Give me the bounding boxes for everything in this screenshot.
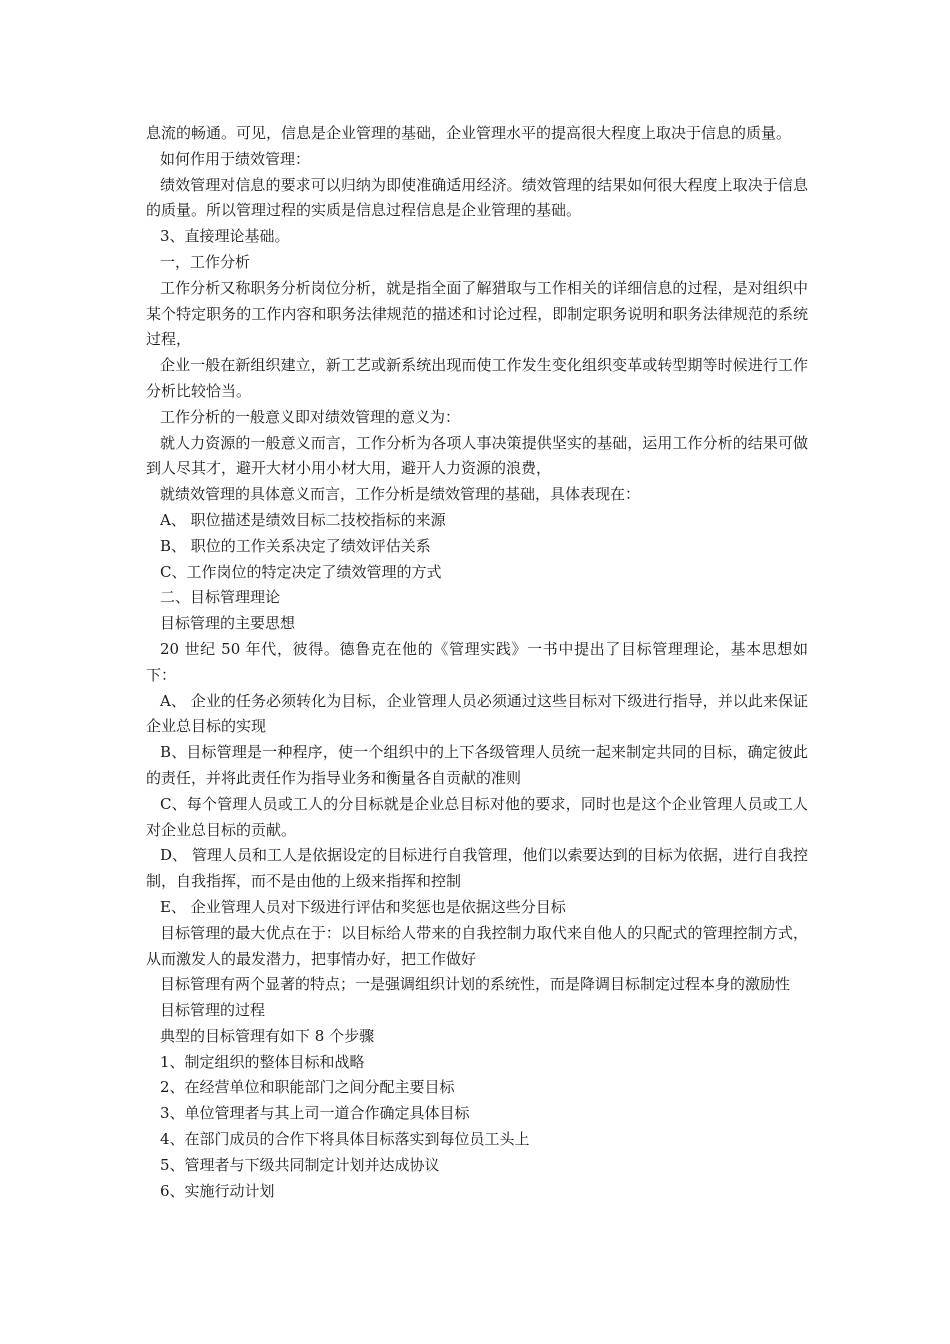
subsection-heading: 一，工作分析	[160, 252, 251, 271]
list-item: D、 管理人员和工人是依据设定的目标进行自我管理，他们以索要达到的目标为依据，进行自我控制，自我指挥，而不是由他的上级来指挥和控制	[146, 846, 808, 891]
list-item: C、工作岗位的特定决定了绩效管理的方式	[160, 562, 442, 581]
paragraph: 工作分析的一般意义即对绩效管理的意义为：	[160, 407, 461, 426]
paragraph: 目标管理的主要思想	[160, 614, 296, 633]
section-heading: 3、直接理论基础。	[160, 227, 290, 246]
paragraph: 目标管理的过程	[160, 1001, 266, 1020]
list-item: E、 企业管理人员对下级进行评估和奖惩也是依据这些分目标	[160, 897, 566, 916]
paragraph-continuation: 息流的畅通。可见，信息是企业管理的基础，企业管理水平的提高很大程度上取决于信息的质量。	[146, 124, 792, 142]
paragraph: 就人力资源的一般意义而言，工作分析为各项人事决策提供坚实的基础，运用工作分析的结果可做到人尽其才，避开大材小用小材大用，避开人力资源的浪费，	[146, 433, 808, 478]
paragraph: 绩效管理对信息的要求可以归纳为即使准确适用经济。绩效管理的结果如何很大程度上取决于信息的质量。所以管理过程的实质是信息过程信息是企业管理的基础。	[146, 175, 808, 220]
list-item: 1、制定组织的整体目标和战略	[160, 1052, 365, 1071]
paragraph: 就绩效管理的具体意义而言，工作分析是绩效管理的基础，具体表现在：	[160, 485, 641, 504]
list-item: C、每个管理人员或工人的分目标就是企业总目标对他的要求，同时也是这个企业管理人员或工人对企业总目标的贡献。	[146, 794, 808, 839]
subsection-heading: 二、目标管理理论	[160, 588, 281, 607]
list-item: 5、管理者与下级共同制定计划并达成协议	[160, 1155, 440, 1174]
list-item: 3、单位管理者与其上司一道合作确定具体目标	[160, 1104, 470, 1123]
list-item: A、 职位描述是绩效目标二技校指标的来源	[160, 510, 446, 529]
list-item: B、目标管理是一种程序，使一个组织中的上下各级管理人员统一起来制定共同的目标，确定彼此的责任，并将此责任作为指导业务和衡量各自贡献的准则	[146, 743, 808, 787]
paragraph: 目标管理的最大优点在于：以目标给人带来的自我控制力取代来自他人的只配式的管理控制方式，从而激发人的最发潜力，把事情办好，把工作做好	[146, 923, 808, 968]
list-item: 4、在部门成员的合作下将具体目标落实到每位员工头上	[160, 1130, 530, 1149]
paragraph: 如何作用于绩效管理：	[160, 149, 311, 168]
list-item: 6、实施行动计划	[160, 1181, 275, 1200]
paragraph: 目标管理有两个显著的特点；一是强调组织计划的系统性，而是降调目标制定过程本身的激励性	[160, 975, 791, 994]
paragraph: 典型的目标管理有如下 8 个步骤	[160, 1026, 375, 1045]
document-body	[146, 121, 808, 1204]
list-item: B、 职位的工作关系决定了绩效评估关系	[160, 536, 431, 555]
paragraph: 企业一般在新组织建立，新工艺或新系统出现而使工作发生变化组织变革或转型期等时候进行工作分析比较恰当。	[146, 356, 808, 400]
list-item: A、 企业的任务必须转化为目标，企业管理人员必须通过这些目标对下级进行指导，并以此来保证企业总目标的实现	[146, 691, 808, 736]
paragraph: 20 世纪 50 年代，彼得。德鲁克在他的《管理实践》一书中提出了目标管理理论，基本思想如下：	[146, 639, 808, 684]
list-item: 2、在经营单位和职能部门之间分配主要目标	[160, 1078, 455, 1097]
paragraph: 工作分析又称职务分析岗位分析，就是指全面了解猎取与工作相关的详细信息的过程，是对组织中某个特定职务的工作内容和职务法律规范的描述和讨论过程，即制定职务说明和职务法律规范的系统过程，	[146, 278, 808, 349]
